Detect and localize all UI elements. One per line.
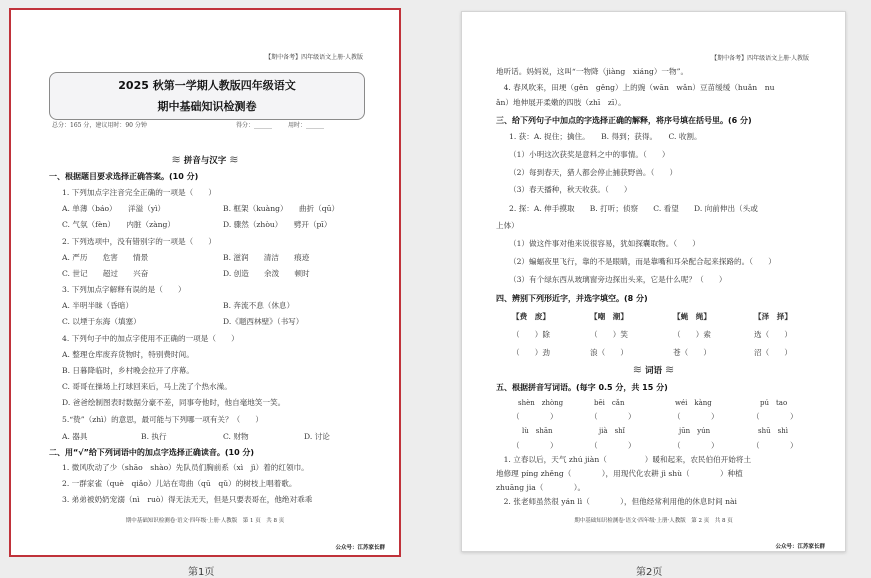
page-footer: 期中基础知识检测卷·语文·四年级·上册·人教版 第 2 页 共 8 页 [574,518,733,524]
option: A. 半明半昧（昏暗） [62,301,134,310]
question-stem: 1. 下列加点字注音完全正确的一项是（ ） [62,188,216,197]
question-stem: 2. 下列选项中，没有错别字的一项是（ ） [62,237,216,246]
option: A. 单薄（báo） 洋溢（yì） [62,204,166,213]
answer-box: （ ） [512,441,558,450]
page-header: 【期中备考】四年级语文上册·人教版 [265,54,363,61]
title-line-1: 2025 秋第一学期人教版四年级语文 [118,79,296,92]
page-thumbnail-2[interactable] [461,11,846,552]
fill-blank: 浪（ ） [590,348,628,357]
option: C. 世记 超过 兴奋 [62,269,149,278]
wave-icon: ≋ [632,363,643,376]
question-line: 1. 微风吹动了少（shāo shào）先队员们胸前系（xì jì）着的红领巾。 [62,463,309,472]
option: D. 骤然（zhòu） 劈开（pī） [223,220,332,229]
score-field: 得分：______ [236,122,273,129]
text-line: 地听话。妈妈说，这叫“一物降（jiàng xiáng）一物”。 [496,67,689,76]
text-line: （3）春天播种，秋天收获。（ ） [509,185,632,194]
text-line: 2. 张老师虽然很 yán lì（ ），但他经常利用他的休息时间 nài [496,497,737,506]
answer-box: （ ） [673,412,719,421]
page-header: 【期中备考】四年级语文上册·人教版 [711,55,809,62]
question-stem: 4. 下列句子中的加点字使用不正确的一项是（ ） [62,334,239,343]
page-thumbnail-1[interactable] [9,8,401,557]
answer-box: （ ） [752,412,798,421]
brand-text: 公众号：江苏家长群 [775,544,825,550]
text-line: 4. 春风吹来，田埂（gěn gěng）上的豌（wān wǎn）豆苗缓缓（huǎn nu [496,83,775,92]
option: B. 日暮降临时，乡村晚会拉开了序幕。 [62,366,194,375]
answer-box: （ ） [590,441,636,450]
char-group: 【费 废】 [512,312,550,321]
option: A. 器具 [62,432,88,441]
pinyin: pú tao [760,399,788,407]
option: B. 滋润 清洁 痕迹 [223,253,310,262]
answer-box: （ ） [752,441,798,450]
option: B. 框架（kuàng） 曲折（qū） [223,204,340,213]
option: D. 爸爸绘制图表时数据分豪不差，同事夸他时，他自毫地笑一笑。 [62,398,286,407]
wave-icon: ≋ [171,153,181,166]
page-footer: 期中基础知识检测卷·语文·四年级·上册·人教版 第 1 页 共 8 页 [125,518,285,524]
pinyin: shèn zhòng [518,399,564,407]
text-line: ǎn）地伸展开柔嫩的四肢（zhī zī）。 [496,98,626,107]
question-4-title: 四、辨别下列形近字，并选字填空。(8 分) [496,294,648,303]
text-line: 地修理 píng zhěng（ ），用现代化农耕 jì shù（ ）种植 [496,469,743,478]
question-1-title: 一、根据题目要求选择正确答案。(10 分) [49,172,199,181]
option: C. 以堙于东海（填塞） [62,317,141,326]
option: B. 执行 [141,432,167,441]
brand-text: 公众号：江苏家长群 [335,545,385,551]
question-line: 3. 弟弟被奶奶宠溺（nì ruò）得无法无天，但是只要表哥在，他绝对乖乖 [62,495,313,504]
char-group: 【泽 择】 [754,312,792,321]
pinyin: jià shǐ [599,427,625,435]
option: A. 整理仓库废弃货物时，特别费时间。 [62,350,194,359]
option: D.《题西林壁》（书写） [223,317,304,326]
section-heading [462,363,845,376]
text-line: 1. 获：A. 捉住；擒住。 B. 得到；获得。 C. 收割。 [509,132,702,141]
title-box [49,72,365,120]
answer-box: （ ） [590,412,636,421]
wave-icon: ≋ [229,153,239,166]
question-2-title: 二、用“√”给下列词语中的加点字选择正确读音。(10 分) [49,448,255,457]
question-3-title: 三、给下列句子中加点的字选择正确的解释，将序号填在括号里。(6 分) [496,116,752,125]
wave-icon: ≋ [664,363,675,376]
fill-blank: （ ）除 [512,330,550,339]
page-label-1: 第1页 [188,567,215,578]
option: C. 气氛（fèn） 内脏（zàng） [62,220,175,229]
text-line: （2）每到春天，猎人都会停止捕获野兽。（ ） [509,168,678,177]
answer-box: （ ） [512,412,558,421]
fill-blank: （ ）笑 [590,330,628,339]
option: D. 创造 余泼 顿时 [223,269,310,278]
fill-blank: 苍（ ） [673,348,711,357]
time-field: 用时：______ [288,122,325,129]
text-line: 2. 探：A. 伸手摸取 B. 打听；侦察 C. 看望 D. 向前伸出（头或 [509,204,758,213]
score-info: 总分：165 分，建议用时：90 分钟 [52,122,147,129]
text-line: 1. 立春以后，天气 zhú jiàn（ ）暖和起来，农民伯伯开始将土 [496,455,752,464]
pinyin: bēi cǎn [594,399,625,407]
text-line: （1）做这件事对他来说很容易，犹如探囊取物。（ ） [509,239,700,248]
option: D. 讨论 [304,432,330,441]
pinyin: shū shì [758,427,788,435]
text-line: 上体） [496,221,519,230]
text-line: （3）有个绿东西从玻璃窗旁边探出头来，它是什么呢？（ ） [509,275,727,284]
title-line-2: 期中基础知识检测卷 [157,100,257,113]
text-line: （1）小明这次获奖是意料之中的事情。（ ） [509,150,670,159]
option: B. 奔流不息（休息） [223,301,295,310]
page-label-2: 第2页 [636,567,663,578]
char-group: 【蝇 绳】 [673,312,711,321]
section-heading [11,153,399,166]
section-heading-text: 拼音与汉字 [183,156,227,166]
text-line: （2）蝙蝠夜里飞行，靠的不是眼睛，而是靠嘴和耳朵配合起来探路的。（ ） [509,257,776,266]
pinyin: jūn yún [679,427,711,435]
fill-blank: （ ）索 [673,330,711,339]
question-5-title: 五、根据拼音写词语。(每字 0.5 分，共 15 分) [496,383,668,392]
option: C. 财物 [223,432,249,441]
pinyin: wéi kàng [675,399,712,407]
question-line: 2. 一群家雀（què qiǎo）儿站在弯曲（qū qǔ）的树枝上唱着歌。 [62,479,297,488]
fill-blank: 选（ ） [754,330,792,339]
question-stem: 3. 下列加点字解释有误的是（ ） [62,285,186,294]
option: C. 哥哥在操场上打球回来后，马上洗了个热水澡。 [62,382,232,391]
char-group: 【嘲 潮】 [590,312,628,321]
fill-blank: 沼（ ） [754,348,792,357]
answer-box: （ ） [673,441,719,450]
fill-blank: （ ）劲 [512,348,550,357]
question-stem: 5.“贽”（zhì）的意思，最可能与下列哪一项有关？（ ） [62,415,263,424]
pinyin: lù shān [522,427,553,435]
option: A. 严历 危害 情景 [62,253,149,262]
section-heading-text: 词语 [644,366,662,376]
text-line: zhuāng jia（ ）。 [496,483,586,492]
